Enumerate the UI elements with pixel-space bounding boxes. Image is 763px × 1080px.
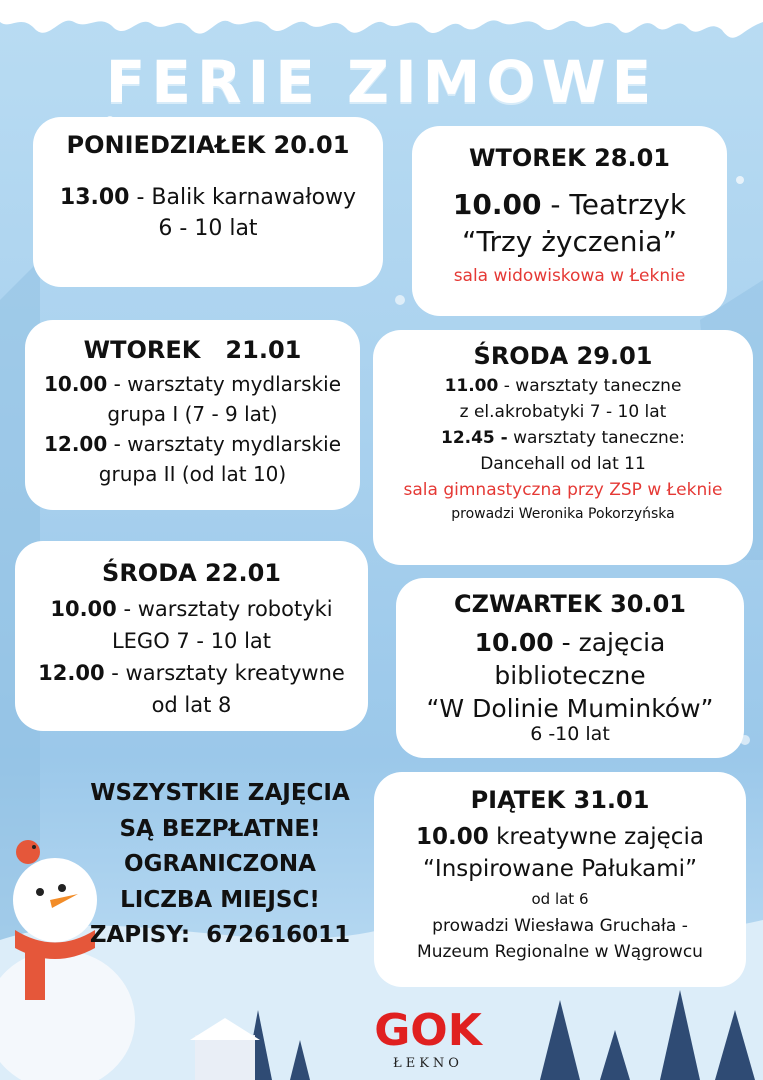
- card-monday: [33, 117, 383, 287]
- logo-subtitle: ŁEKNO: [393, 1056, 463, 1071]
- card-heading: CZWARTEK 30.01: [453, 590, 687, 618]
- card-line: od lat 8: [151, 693, 232, 717]
- card-heading: WTOREK 28.01: [469, 144, 670, 172]
- card-line: biblioteczne: [494, 661, 646, 690]
- card-line: 6 -10 lat: [530, 723, 610, 745]
- card-line: z el.akrobatyki 7 - 10 lat: [459, 402, 667, 422]
- card-thursday-30: [396, 578, 744, 758]
- notice-line: OGRANICZONA: [124, 851, 316, 877]
- notice-line: SĄ BEZPŁATNE!: [119, 815, 321, 842]
- card-line: 10.00 - Teatrzyk: [452, 188, 687, 221]
- card-line: LEGO 7 - 10 lat: [111, 629, 272, 653]
- card-tuesday-28: [412, 126, 727, 316]
- card-friday-31: [374, 772, 746, 987]
- card-wednesday-29: [373, 330, 753, 565]
- card-leader: prowadzi Weronika Pokorzyńska: [451, 506, 675, 522]
- card-heading: ŚRODA 22.01: [102, 559, 281, 587]
- card-line: 10.00 - warsztaty mydlarskie: [44, 372, 341, 396]
- card-line: 13.00 - Balik karnawałowy: [59, 185, 357, 210]
- card-place: sala widowiskowa w Łeknie: [453, 266, 686, 286]
- notice-line: LICZBA MIEJSC!: [120, 886, 320, 913]
- card-line: 12.00 - warsztaty mydlarskie: [44, 432, 341, 456]
- card-tuesday-21: [25, 320, 360, 510]
- card-line: “Trzy życzenia”: [462, 225, 677, 258]
- logo-mark: GOK: [374, 1005, 482, 1056]
- card-wednesday-22: [15, 541, 368, 731]
- gok-logo: [363, 1005, 493, 1080]
- card-heading: ŚRODA 29.01: [473, 342, 653, 370]
- card-line: Dancehall od lat 11: [480, 454, 646, 474]
- card-line: 12.00 - warsztaty kreatywne: [38, 661, 345, 685]
- card-line: 10.00 - warsztaty robotyki: [50, 597, 333, 621]
- card-place: sala gimnastyczna przy ZSP w Łeknie: [403, 480, 723, 500]
- signup-phone: ZAPISY: 672616011: [89, 922, 351, 948]
- card-line: od lat 6: [531, 890, 589, 908]
- card-heading: PONIEDZIAŁEK 20.01: [66, 131, 350, 159]
- card-line: “W Dolinie Muminków”: [426, 694, 714, 723]
- card-line: 6 - 10 lat: [158, 216, 258, 241]
- page-title: FERIE ZIMOWE: [105, 48, 658, 116]
- card-line: grupa I (7 - 9 lat): [107, 402, 278, 426]
- card-line: “Inspirowane Pałukami”: [423, 856, 697, 882]
- notice-line: WSZYSTKIE ZAJĘCIA: [90, 780, 350, 806]
- card-line: 11.00 - warsztaty taneczne: [444, 376, 682, 396]
- card-heading: WTOREK 21.01: [83, 336, 302, 364]
- card-line: prowadzi Wiesława Gruchała -: [432, 916, 688, 936]
- card-line: 12.45 - warsztaty taneczne:: [440, 428, 685, 448]
- card-line: Muzeum Regionalne w Wągrowcu: [417, 942, 703, 962]
- free-activities-notice: [60, 776, 380, 954]
- card-line: 10.00 - zajęcia: [474, 628, 666, 657]
- card-line: 10.00 kreatywne zajęcia: [416, 824, 704, 850]
- card-heading: PIĄTEK 31.01: [470, 786, 650, 814]
- card-line: grupa II (od lat 10): [98, 462, 287, 486]
